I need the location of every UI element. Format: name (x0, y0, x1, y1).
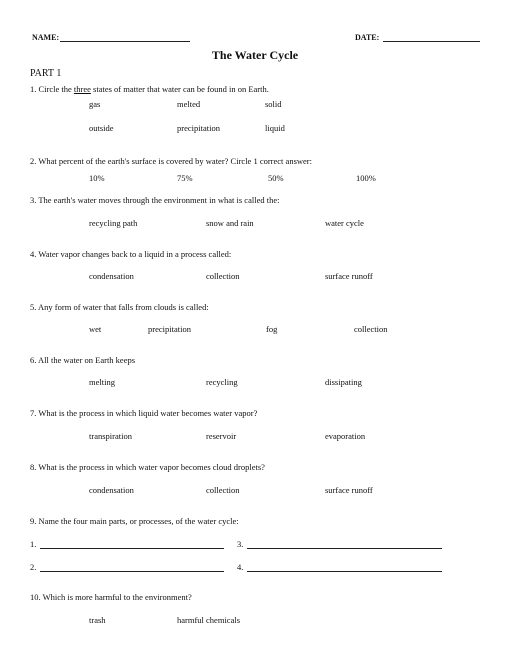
q1-option[interactable]: precipitation (177, 123, 220, 133)
question-4: 4. Water vapor changes back to a liquid in a process called: (30, 249, 232, 259)
date-label: DATE: (355, 33, 380, 42)
page-title: The Water Cycle (211, 48, 299, 62)
q5-option[interactable]: collection (354, 324, 388, 334)
q5-option[interactable]: fog (266, 324, 278, 334)
q6-option[interactable]: melting (89, 377, 115, 387)
q2-option[interactable]: 100% (356, 173, 376, 183)
question-9: 9. Name the four main parts, or processes, of the water cycle: (30, 516, 239, 526)
q4-option[interactable]: condensation (89, 271, 134, 281)
q8-option[interactable]: surface runoff (325, 485, 373, 495)
part-heading: PART 1 (30, 68, 62, 79)
answer-blank-3[interactable] (247, 548, 442, 549)
q4-option[interactable]: surface runoff (325, 271, 373, 281)
name-label: NAME: (32, 33, 60, 42)
answer-blank-1[interactable] (40, 548, 224, 549)
q2-option[interactable]: 50% (268, 173, 284, 183)
q4-option[interactable]: collection (206, 271, 240, 281)
q1-option[interactable]: gas (89, 99, 101, 109)
q1-option[interactable]: solid (265, 99, 282, 109)
question-10: 10. Which is more harmful to the environment? (30, 592, 192, 602)
q7-option[interactable]: reservoir (206, 431, 237, 441)
q6-option[interactable]: dissipating (325, 377, 362, 387)
name-field[interactable] (60, 41, 190, 42)
q3-option[interactable]: water cycle (325, 218, 364, 228)
question-8: 8. What is the process in which water vapor becomes cloud droplets? (30, 462, 265, 472)
question-6: 6. All the water on Earth keeps (30, 355, 136, 365)
blank-number: 3. (237, 539, 244, 549)
q5-option[interactable]: precipitation (148, 324, 191, 334)
q7-option[interactable]: evaporation (325, 431, 366, 441)
q3-option[interactable]: recycling path (89, 218, 138, 228)
question-5: 5. Any form of water that falls from clouds is called: (30, 302, 209, 312)
q7-option[interactable]: transpiration (89, 431, 132, 441)
q1-option[interactable]: liquid (265, 123, 285, 133)
q1-option[interactable]: melted (177, 99, 201, 109)
date-field[interactable] (383, 41, 480, 42)
q10-option[interactable]: harmful chemicals (177, 615, 241, 625)
q5-option[interactable]: wet (89, 324, 102, 334)
q6-option[interactable]: recycling (206, 377, 238, 387)
blank-number: 2. (30, 562, 37, 572)
question-1: 1. Circle the three states of matter that water can be found in on Earth. (30, 84, 269, 94)
question-3: 3. The earth's water moves through the environment in what is called the: (30, 195, 280, 205)
q10-option[interactable]: trash (89, 615, 106, 625)
question-7: 7. What is the process in which liquid water becomes water vapor? (30, 408, 258, 418)
question-1-emphasis: three (73, 84, 91, 94)
answer-blank-2[interactable] (40, 571, 224, 572)
q3-option[interactable]: snow and rain (206, 218, 254, 228)
blank-number: 4. (237, 562, 244, 572)
blank-number: 1. (30, 539, 37, 549)
q2-option[interactable]: 10% (89, 173, 105, 183)
q1-option[interactable]: outside (89, 123, 114, 133)
answer-blank-4[interactable] (247, 571, 442, 572)
q8-option[interactable]: condensation (89, 485, 134, 495)
q8-option[interactable]: collection (206, 485, 240, 495)
question-2: 2. What percent of the earth's surface is covered by water? Circle 1 correct answer: (30, 156, 312, 166)
q2-option[interactable]: 75% (177, 173, 193, 183)
